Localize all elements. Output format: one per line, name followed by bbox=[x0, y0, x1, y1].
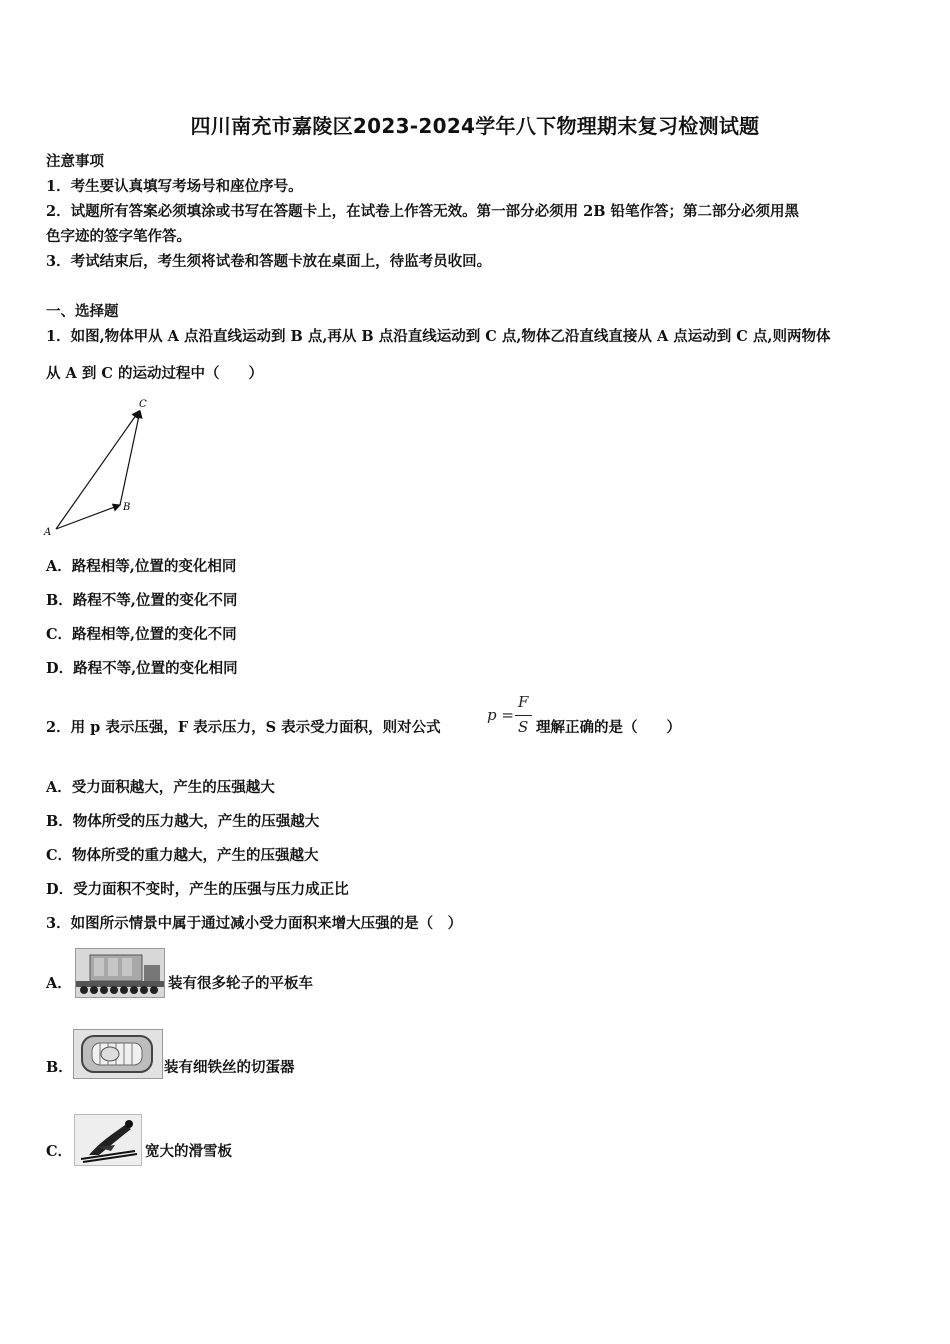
q3-option-a-text: 装有很多轮子的平板车 bbox=[168, 975, 313, 992]
notice-item-2-cont: 色字迹的签字笔作答。 bbox=[46, 228, 191, 245]
ski-jumper-image bbox=[74, 1114, 142, 1166]
notice-item-2: 2．试题所有答案必须填涂或书写在答题卡上，在试卷上作答无效。第一部分必须用 2B 铅笔作答；第二部分必须用黑 bbox=[46, 203, 800, 220]
q3-option-a-label: A． bbox=[46, 975, 72, 992]
vector-bc bbox=[120, 411, 140, 505]
q3-option-b-text: 装有细铁丝的切蛋器 bbox=[164, 1059, 295, 1076]
q1-stem-line1: 1．如图,物体甲从 A 点沿直线运动到 B 点,再从 B 点沿直线运动到 C 点,物体乙沿直线直接从 A 点运动到 C 点,则两物体 bbox=[46, 328, 831, 345]
q1-stem-line2: 从 A 到 C 的运动过程中（ ） bbox=[46, 365, 263, 382]
q1-option-c: C．路程相等,位置的变化不同 bbox=[46, 626, 237, 643]
q2-formula-numerator: F bbox=[518, 693, 529, 711]
q2-option-d: D．受力面积不变时，产生的压强与压力成正比 bbox=[46, 881, 349, 898]
q3-stem: 3．如图所示情景中属于通过减小受力面积来增大压强的是（ ） bbox=[46, 915, 463, 932]
section-heading: 一、选择题 bbox=[46, 303, 119, 320]
q3-option-c-label: C． bbox=[46, 1143, 73, 1160]
notice-heading: 注意事项 bbox=[46, 153, 104, 170]
vector-ab bbox=[56, 505, 120, 529]
egg-slicer-image bbox=[73, 1029, 163, 1079]
q3-option-b-label: B． bbox=[46, 1059, 73, 1076]
label-b: B bbox=[123, 502, 131, 513]
q1-option-a: A．路程相等,位置的变化相同 bbox=[46, 558, 237, 575]
q2-stem-post: 理解正确的是（ ） bbox=[536, 719, 681, 736]
q2-formula-bar bbox=[515, 715, 532, 716]
flatbed-truck-image bbox=[75, 948, 165, 998]
q1-vector-diagram bbox=[40, 395, 160, 540]
q2-option-c: C．物体所受的重力越大，产生的压强越大 bbox=[46, 847, 319, 864]
label-c: C bbox=[139, 399, 147, 410]
notice-item-1: 1．考生要认真填写考场号和座位序号。 bbox=[46, 178, 303, 195]
q2-option-b: B．物体所受的压力越大，产生的压强越大 bbox=[46, 813, 320, 830]
q2-stem-pre: 2．用 p 表示压强，F 表示压力，S 表示受力面积，则对公式 bbox=[46, 719, 441, 736]
q1-option-b: B．路程不等,位置的变化不同 bbox=[46, 592, 238, 609]
q3-option-c-text: 宽大的滑雪板 bbox=[145, 1143, 232, 1160]
page-title: 四川南充市嘉陵区2023-2024学年八下物理期末复习检测试题 bbox=[190, 114, 760, 138]
q1-option-d: D．路程不等,位置的变化相同 bbox=[46, 660, 238, 677]
q2-option-a: A．受力面积越大，产生的压强越大 bbox=[46, 779, 275, 796]
label-a: A bbox=[44, 527, 52, 538]
notice-item-3: 3．考试结束后，考生须将试卷和答题卡放在桌面上，待监考员收回。 bbox=[46, 253, 492, 270]
q2-formula-lhs: p = bbox=[487, 706, 514, 724]
q2-formula-denominator: S bbox=[518, 718, 529, 736]
